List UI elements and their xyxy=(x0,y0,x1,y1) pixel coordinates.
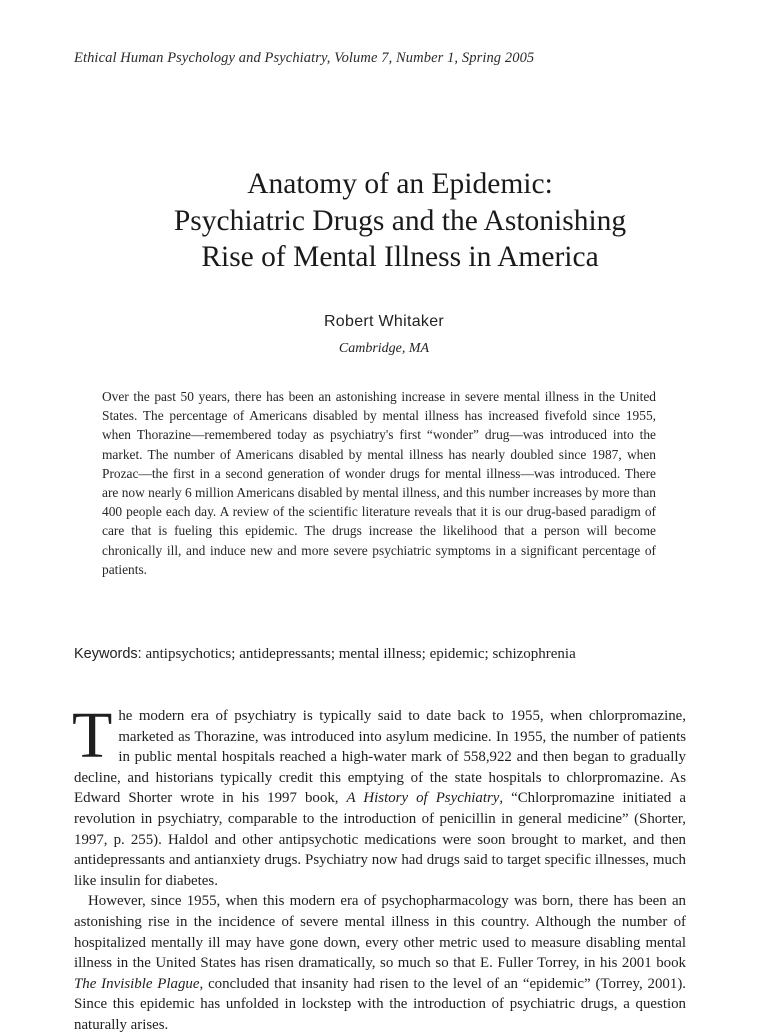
paragraph-1-part-b: , “Chlorpromazine initiated a revolution in psychiatry, comparable to the introduction of penicillin in general medicine” (Shorter, 1997, p. 255). Haldol and other antipsychotic medications were soon brought to market, and then antidepressants and antianxiety drugs. Psychiatry now had drugs said to target specific illnesses, much like insulin for diabetes. xyxy=(74,790,686,889)
paragraph-1-part-a: he modern era of psychiatry is typically said to date back to 1955, when chlorpromazine, marketed as Thorazine, was introduced into asylum medicine. In 1955, the number of patients in public mental hospitals reached a high-water mark of 558,922 and then began to gradually decline, and historians typically credit this emptying of the state hospitals to chlorpromazine. As Edward Shorter wrote in his 1997 book, xyxy=(74,708,686,807)
body-text xyxy=(72,699,686,1033)
keywords-list: antipsychotics; antidepressants; mental illness; epidemic; schizophrenia xyxy=(141,646,576,662)
title-line-3: Rise of Mental Illness in America xyxy=(201,241,599,273)
title-line-2: Psychiatric Drugs and the Astonishing xyxy=(173,204,627,237)
keywords-label: Keywords: xyxy=(74,646,142,662)
paragraph-2-part-b: , concluded that insanity had risen to the level of an “epidemic” (Torrey, 2001). Since this epidemic has unfolded in lockstep with the introduction of psychiatric drugs, a question naturally arises. xyxy=(74,975,686,1033)
paragraph-2-part-a: However, since 1955, when this modern era of psychopharmacology was born, there has been an astonishing rise in the incidence of severe mental illness in this country. Although the number of hospitalized mentally ill may have gone down, every other metric used to measure disabling mental illness in the United States has risen dramatically, so much so that E. Fuller Torrey, in his 2001 book xyxy=(74,893,686,972)
title-line-1: Anatomy of an Epidemic: xyxy=(247,168,553,200)
author-affiliation: Cambridge, MA xyxy=(338,341,430,356)
running-head: Ethical Human Psychology and Psychiatry, Volume 7, Number 1, Spring 2005 xyxy=(74,50,535,66)
abstract: Over the past 50 years, there has been an astonishing increase in severe mental illness in the United States. The percentage of Americans disabled by mental illness has increased fivefold since 1955, when Thorazine—remembered today as psychiatry's first “wonder” drug—was introduced into the market. The number of Americans disabled by mental illness has nearly doubled since 1987, when Prozac—the first in a second generation of wonder drugs for mental illness—was introduced. There are now nearly 6 million Americans disabled by mental illness, and this number increases by more than 400 people each day. A review of the scientific literature reveals that it is our drug-based paradigm of care that is fueling this epidemic. The drugs increase the likelihood that a person will become chronically ill, and induce new and more severe psychiatric symptoms in a significant percentage of patients. xyxy=(102,389,656,577)
book-title-invisible-plague: The Invisible Plague xyxy=(74,975,200,992)
book-title-history: A History of Psychiatry xyxy=(346,790,500,807)
author-name: Robert Whitaker xyxy=(323,313,445,330)
drop-cap: T xyxy=(72,699,113,772)
body-paragraph-1 xyxy=(72,699,686,891)
body-paragraph-2 xyxy=(74,891,686,1035)
keywords xyxy=(74,646,714,663)
article-title xyxy=(40,166,760,276)
